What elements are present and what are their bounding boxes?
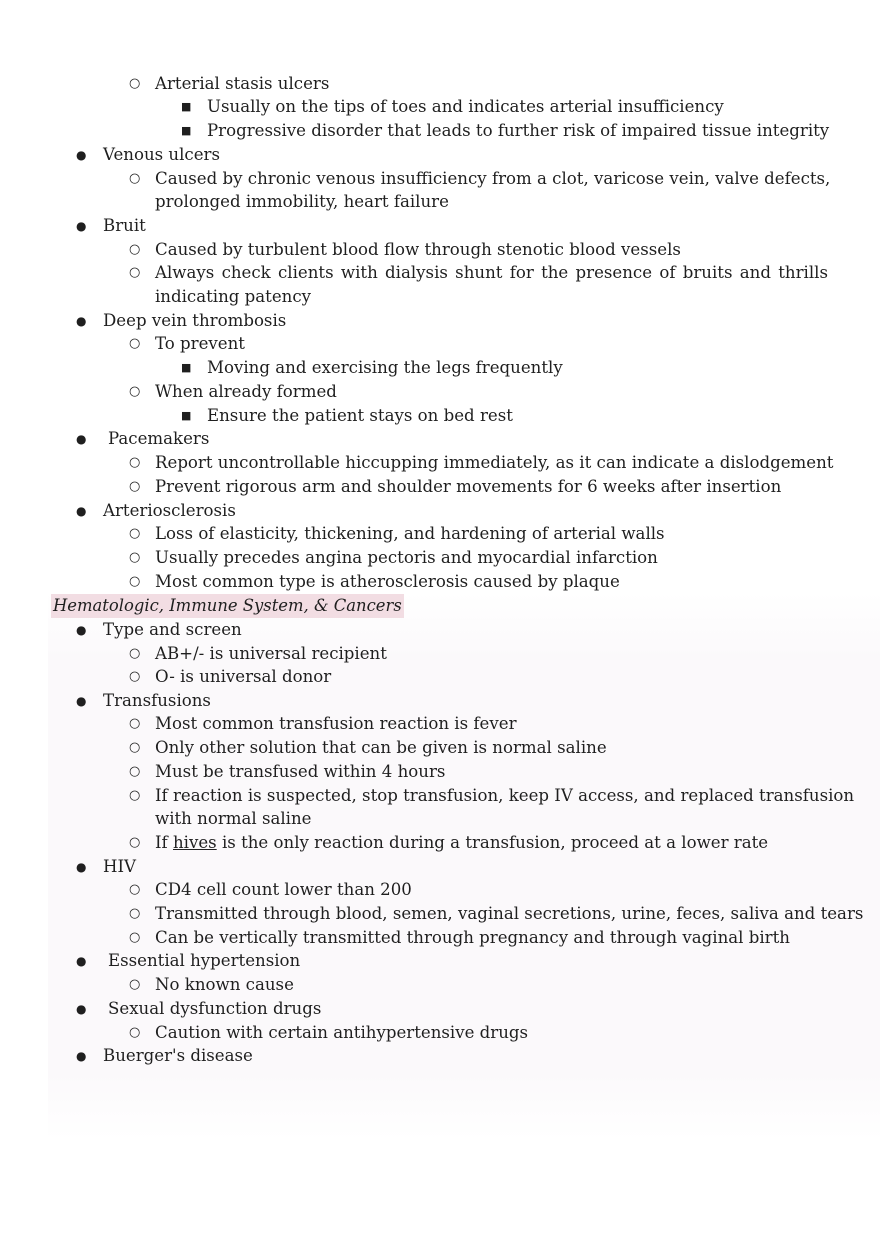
hollow-circle-bullet-icon: ○ — [129, 882, 141, 897]
hollow-circle-bullet-icon: ○ — [129, 716, 141, 731]
hollow-circle-bullet-icon: ○ — [129, 646, 141, 661]
square-bullet-icon: ■ — [181, 409, 192, 422]
hollow-circle-bullet-icon: ○ — [129, 835, 141, 850]
hollow-circle-bullet-icon: ○ — [129, 764, 141, 779]
filled-bullet-icon: ● — [76, 504, 87, 518]
hollow-circle-bullet-icon: ○ — [129, 455, 141, 470]
filled-bullet-icon: ● — [76, 219, 87, 233]
filled-bullet-icon: ● — [76, 694, 87, 708]
hollow-circle-bullet-icon: ○ — [129, 906, 141, 921]
filled-bullet-icon: ● — [76, 1049, 87, 1063]
hollow-circle-bullet-icon: ○ — [129, 242, 141, 257]
filled-bullet-icon: ● — [76, 954, 87, 968]
hollow-circle-bullet-icon: ○ — [129, 384, 141, 399]
filled-bullet-icon: ● — [76, 432, 87, 446]
hollow-circle-bullet-icon: ○ — [129, 669, 141, 684]
hollow-circle-bullet-icon: ○ — [129, 265, 141, 280]
section-heading: Hematologic, Immune System, & Cancers — [51, 594, 404, 618]
filled-bullet-icon: ● — [76, 860, 87, 874]
square-bullet-icon: ■ — [181, 124, 192, 137]
hollow-circle-bullet-icon: ○ — [129, 76, 141, 91]
filled-bullet-icon: ● — [76, 314, 87, 328]
hollow-circle-bullet-icon: ○ — [129, 1025, 141, 1040]
square-bullet-icon: ■ — [181, 361, 192, 374]
hollow-circle-bullet-icon: ○ — [129, 550, 141, 565]
square-bullet-icon: ■ — [181, 100, 192, 113]
hollow-circle-bullet-icon: ○ — [129, 526, 141, 541]
hollow-circle-bullet-icon: ○ — [129, 740, 141, 755]
hollow-circle-bullet-icon: ○ — [129, 788, 141, 803]
filled-bullet-icon: ● — [76, 623, 87, 637]
filled-bullet-icon: ● — [76, 1002, 87, 1016]
hollow-circle-bullet-icon: ○ — [129, 171, 141, 186]
hollow-circle-bullet-icon: ○ — [129, 574, 141, 589]
hollow-circle-bullet-icon: ○ — [129, 930, 141, 945]
underlined-term: hives — [172, 833, 217, 852]
hollow-circle-bullet-icon: ○ — [129, 479, 141, 494]
filled-bullet-icon: ● — [76, 148, 87, 162]
document-page: ○ Arterial stasis ulcers ■ Usually on the tips of toes and indicates arterial insufficiency ■ Progressive disorder that leads to further risk of impaired tissue integrity ● Venous ulcers ○ Caused by chronic venous insufficiency from a clot, varicose vein, valve defects, prolonged immobility, heart failure ● Bruit ○ Caused by turbulent blood flow through stenotic blood vessels ○ Always check clients with dialysis shunt for the presence of bruits and thrills indicating patency ● Deep vein thrombosis ○ To prevent ■ Moving and exercising the legs frequently ○ When already formed ■ Ensure the patient stays on bed rest ● Pacemakers ○ Report uncontrollable hiccupping immediately, as it can indicate a dislodgement ○ Prevent rigorous arm and shoulder movements for 6 weeks after insertion ● Arteriosclerosis ○ Loss of elasticity, thickening, and hardening of arterial walls ○ Usually precedes angina pectoris and myocardial infarction ○ Most common type is atherosclerosis caused by plaque Hematologic, Immune System, & Cancers ● Type and screen ○ AB+/- is universal recipient ○ O- is universal donor ● Transfusions ○ Most common transfusion reaction is fever ○ Only other solution that can be given is normal saline ○ Must be transfused within 4 hours ○ If reaction is suspected, stop transfusion, keep IV access, and replaced transfusion with normal saline ○ If hives is the only reaction during a transfusion, proceed at a lower rate ● HIV ○ CD4 cell count lower than 200 ○ Transmitted through blood, semen, vaginal secretions, urine, feces, saliva and tears ○ Can be vertically transmitted through pregnancy and through vaginal birth ● Essential hypertension ○ No known cause ● Sexual dysfunction drugs ○ Caution with certain antihypertensive drugs ● Buerger's disease — [0, 0, 880, 1247]
hollow-circle-bullet-icon: ○ — [129, 336, 141, 351]
hollow-circle-bullet-icon: ○ — [129, 977, 141, 992]
